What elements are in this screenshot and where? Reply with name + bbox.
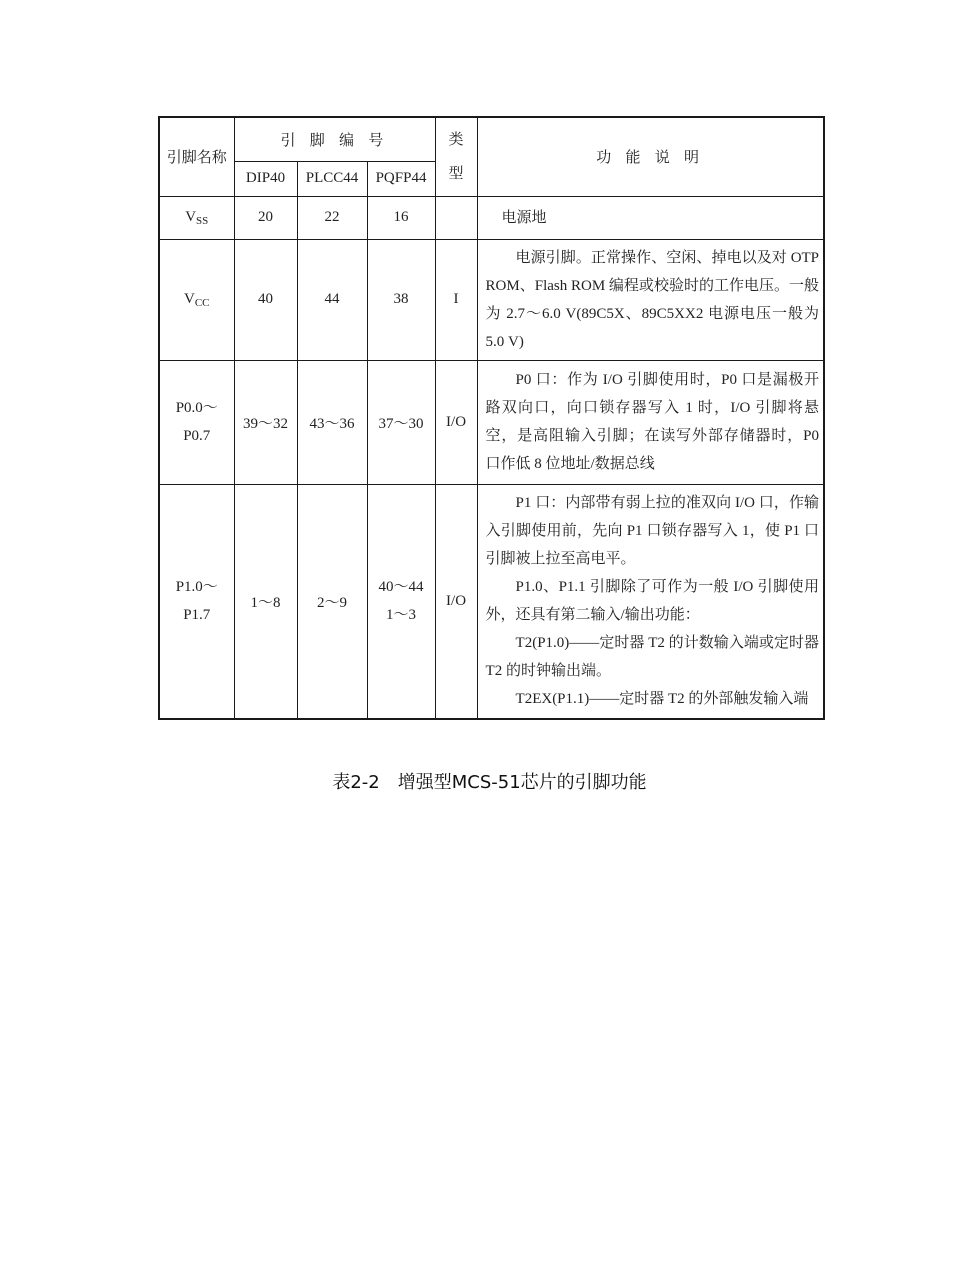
function-description: 电源引脚。正常操作、空闲、掉电以及对 OTP ROM、Flash ROM 编程或校验时的工作电压。一般为 2.7～6.0 V(89C5X、89C5XX2 电源电压一般为 5.0 V) — [477, 239, 824, 360]
table-header-row — [159, 117, 824, 161]
function-description: 电源地 — [477, 196, 824, 239]
table-row — [159, 484, 824, 719]
pqfp44-value: 16 — [367, 196, 435, 239]
header-pin-name: 引脚名称 — [159, 117, 234, 196]
pin-name: P1.0～ P1.7 — [159, 484, 234, 719]
header-dip40: DIP40 — [234, 161, 297, 196]
header-plcc44: PLCC44 — [297, 161, 367, 196]
table-row — [159, 239, 824, 360]
pin-type: I/O — [435, 360, 477, 484]
function-description: P1 口：内部带有弱上拉的准双向 I/O 口，作输入引脚使用前，先向 P1 口锁存器写入 1，使 P1 口引脚被上拉至高电平。 P1.0、P1.1 引脚除了可作为一般 I/O 引脚使用外，还具有第二输入/输出功能： T2(P1.0)——定时器 T2 的计数输入端或定时器 T2 的时钟输出端。 T2EX(P1.1)——定时器 T2 的外部触发输入端 — [477, 484, 824, 719]
pin-function-table — [158, 116, 825, 720]
dip40-value: 39～32 — [234, 360, 297, 484]
table-row — [159, 196, 824, 239]
pin-name: P0.0～ P0.7 — [159, 360, 234, 484]
plcc44-value: 44 — [297, 239, 367, 360]
plcc44-value: 22 — [297, 196, 367, 239]
pqfp44-value: 40～44 1～3 — [367, 484, 435, 719]
table-caption: 表2-2 增强型MCS-51芯片的引脚功能 — [332, 772, 647, 793]
header-type: 类 型 — [435, 117, 477, 196]
pqfp44-value: 38 — [367, 239, 435, 360]
pin-type: I/O — [435, 484, 477, 719]
plcc44-value: 2～9 — [297, 484, 367, 719]
pin-type: I — [435, 239, 477, 360]
dip40-value: 1～8 — [234, 484, 297, 719]
plcc44-value: 43～36 — [297, 360, 367, 484]
pin-name: $V_{CC}$ — [159, 239, 234, 360]
dip40-value: 20 — [234, 196, 297, 239]
dip40-value: 40 — [234, 239, 297, 360]
pin-type — [435, 196, 477, 239]
pqfp44-value: 37～30 — [367, 360, 435, 484]
header-function: 功 能 说 明 — [477, 117, 824, 196]
table-row — [159, 360, 824, 484]
function-description: P0 口：作为 I/O 引脚使用时，P0 口是漏极开路双向口，向口锁存器写入 1 时，I/O 引脚将悬空，是高阻输入引脚；在读写外部存储器时，P0 口作低 8 位地址/数据总线 — [477, 360, 824, 484]
pin-name: $V_{SS}$ — [159, 196, 234, 239]
header-pqfp44: PQFP44 — [367, 161, 435, 196]
header-pin-number: 引 脚 编 号 — [234, 117, 435, 161]
